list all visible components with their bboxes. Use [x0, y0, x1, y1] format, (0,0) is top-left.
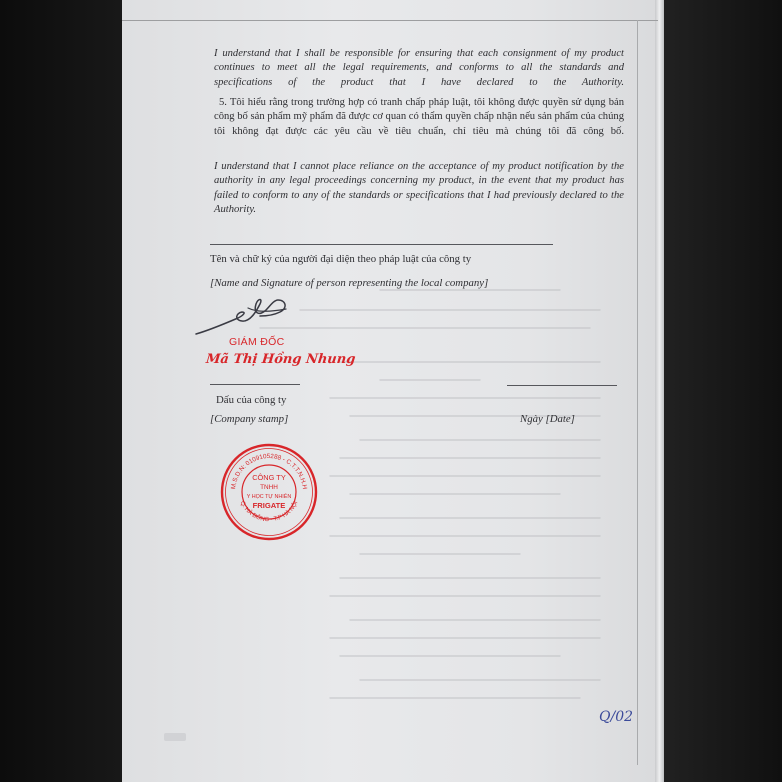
stamp-signature-line: [210, 384, 300, 385]
signature-title: GIÁM ĐỐC: [229, 336, 285, 348]
handwritten-signature: [190, 290, 300, 340]
seal-line-1: CÔNG TY: [252, 473, 286, 482]
company-seal: [219, 442, 319, 542]
stamp-label-en: [Company stamp]: [210, 413, 289, 425]
seal-bottom-text: Q. HÀ ĐÔNG - T.P HÀ NỘI: [238, 500, 300, 524]
stamp-label-vn: Dấu của công ty: [216, 394, 287, 406]
representative-signature-line: [210, 244, 553, 245]
date-signature-line: [507, 385, 617, 386]
seal-line-2: TNHH: [260, 484, 278, 491]
seal-line-4: FRIGATE: [252, 501, 286, 510]
paragraph-responsibility-en: I understand that I shall be responsible for ensuring that each consignment of my product continues to meet all the legal requirements, and conforms to all the standards and specifications of the product that I have declared to the Authority.: [214, 48, 624, 88]
paragraph-5-vn: 5. Tôi hiểu rằng trong trường hợp có tranh chấp pháp luật, tôi không được quyền sử dụng bản công bố sản phẩm mỹ phẩm đã được cơ quan có thẩm quyền chấp nhận nếu sản phẩm của chúng tôi không đạt được các yêu cầu về tiêu chuẩn, chỉ tiêu mà chúng tôi đã công bố.: [214, 97, 624, 137]
date-label: Ngày [Date]: [520, 413, 575, 425]
representative-label-vn: Tên và chữ ký của người đại diện theo pháp luật của công ty: [210, 253, 472, 265]
signatory-name: Mã Thị Hồng Nhung: [205, 352, 357, 367]
seal-ring-text: M.S.D.N: 0109105288 - C.T.T.N.H.H: [230, 452, 308, 490]
paragraph-reliance-en: I understand that I cannot place reliance on the acceptance of my product notification by the authority in any legal proceedings concerning my product, in the event that my product has failed to conform to any of the standards or specifications that I had previously declared to the Authority.: [214, 161, 624, 215]
svg-text:Q/02: Q/02: [599, 709, 634, 725]
seal-line-3: Y HỌC TỰ NHIÊN: [246, 494, 292, 500]
faint-page-number: [162, 730, 190, 744]
representative-label-en: [Name and Signature of person representing the local company]: [210, 277, 489, 289]
handwritten-page-note: [596, 702, 642, 730]
